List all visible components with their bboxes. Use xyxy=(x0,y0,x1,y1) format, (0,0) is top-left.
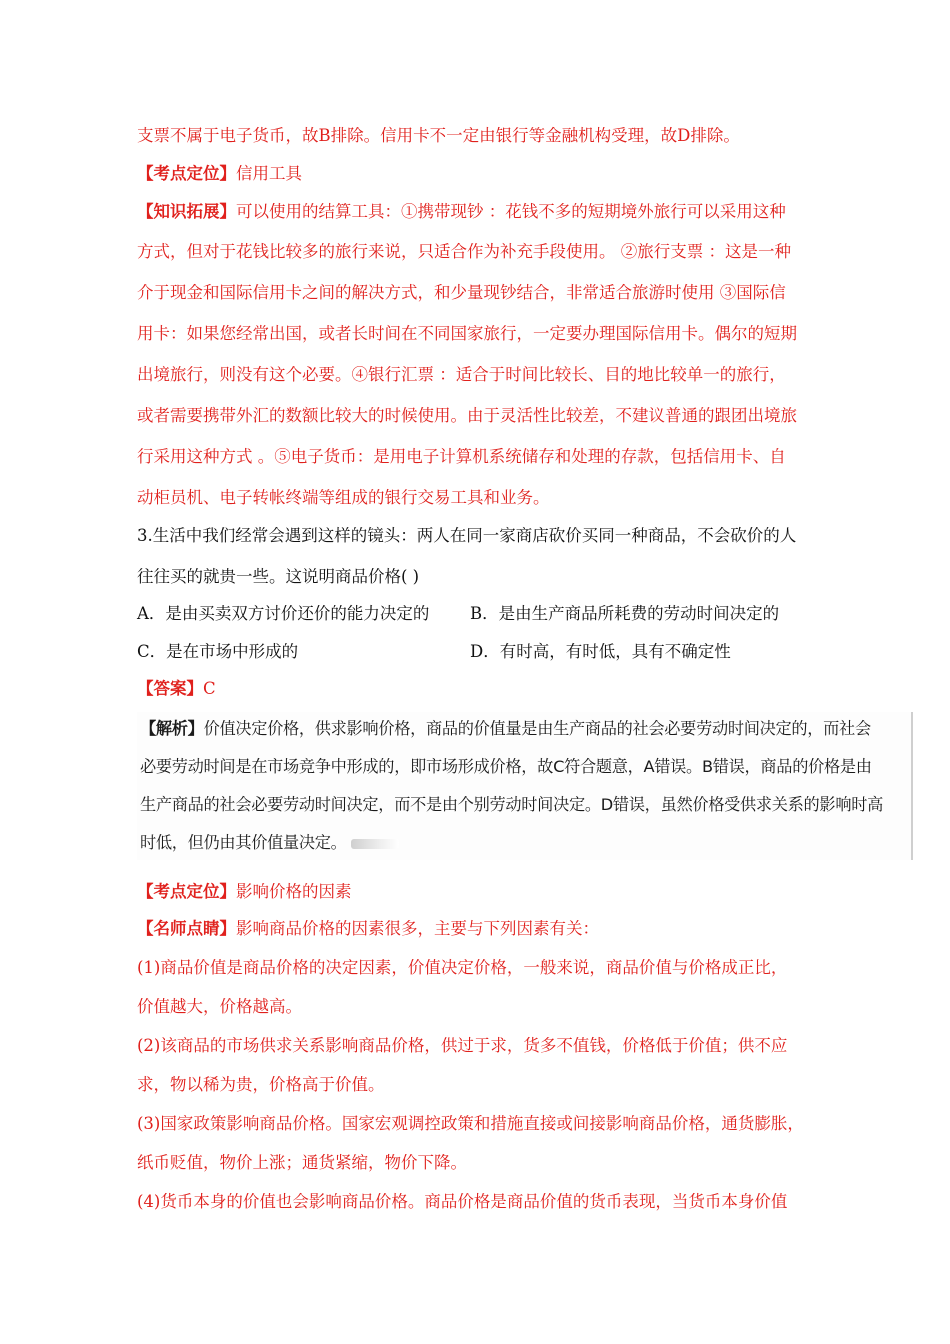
zhishi-line: 行采用这种方式 。⑤电子货币：是用电子计算机系统储存和处理的存款，包括信用卡、自 xyxy=(137,447,786,466)
zhishi-line: 方式，但对于花钱比较多的旅行来说，只适合作为补充手段使用。 ②旅行支票 ：这是一种 xyxy=(137,242,791,261)
answer-label: 【答案】 xyxy=(137,679,203,698)
point-line: 求，物以稀为贵，价格高于价值。 xyxy=(137,1075,385,1094)
point-line: 纸币贬值，物价上涨；通货紧缩，物价下降。 xyxy=(137,1153,467,1172)
jiexi-label: 【解析】 xyxy=(140,719,204,738)
jiexi-last-line xyxy=(140,832,399,854)
question-stem-line-2: 往往买的就贵一些。这说明商品价格( ) xyxy=(137,567,420,586)
kaodian-1-text: 信用工具 xyxy=(236,164,302,183)
explanation-tail-line: 支票不属于电子货币，故B排除。信用卡不一定由银行等金融机构受理，故D排除。 xyxy=(137,126,740,145)
kaodian-2 xyxy=(137,881,352,903)
point-line: (2)该商品的市场供求关系影响商品价格，供过于求，货多不值钱，价格低于价值；供不应 xyxy=(137,1036,788,1055)
answer-value: C xyxy=(203,679,216,698)
jiexi-line: 生产商品的社会必要劳动时间决定，而不是由个别劳动时间决定。D错误，虽然价格受供求关系的影响时高 xyxy=(140,795,883,814)
zhishi-line: 动柜员机、电子转帐终端等组成的银行交易工具和业务。 xyxy=(137,488,550,507)
point-line: (4)货币本身的价值也会影响商品价格。商品价格是商品价值的货币表现，当货币本身价值 xyxy=(137,1192,788,1211)
analysis-scanned-block xyxy=(137,712,913,860)
scan-smudge xyxy=(351,839,399,849)
zhishi-line: 用卡：如果您经常出国，或者长时间在不同国家旅行，一定要办理国际信用卡。偶尔的短期 xyxy=(137,324,797,343)
point-line: (1)商品价值是商品价格的决定因素，价值决定价格，一般来说，商品价值与价格成正比， xyxy=(137,958,788,977)
zhishi-label: 【知识拓展】 xyxy=(137,202,236,221)
mingshi-label: 【名师点睛】 xyxy=(137,919,236,938)
kaodian-2-text: 影响价格的因素 xyxy=(236,882,352,901)
kaodian-1 xyxy=(137,163,302,185)
zhishi-first-text: 可以使用的结算工具：①携带现钞 ：花钱不多的短期境外旅行可以采用这种 xyxy=(236,202,786,221)
jiexi-last-text: 时低，但仍由其价值量决定。 xyxy=(140,833,347,852)
jiexi-first-text: 价值决定价格，供求影响价格，商品的价值量是由生产商品的社会必要劳动时间决定的，而社会 xyxy=(203,719,871,738)
zhishi-line: 出境旅行，则没有这个必要。④银行汇票 ：适合于时间比较长、目的地比较单一的旅行， xyxy=(137,365,786,384)
question-stem-line-1: 3.生活中我们经常会遇到这样的镜头：两人在同一家商店砍价买同一种商品，不会砍价的人 xyxy=(137,526,797,545)
mingshi-text: 影响商品价格的因素很多，主要与下列因素有关： xyxy=(236,919,599,938)
answer-line xyxy=(137,678,216,700)
point-line: 价值越大，价格越高。 xyxy=(137,997,302,1016)
option-d: D．有时高，有时低，具有不确定性 xyxy=(470,642,731,661)
point-line: (3)国家政策影响商品价格。国家宏观调控政策和措施直接或间接影响商品价格，通货膨胀， xyxy=(137,1114,804,1133)
kaodian-2-label: 【考点定位】 xyxy=(137,882,236,901)
jiexi-line: 必要劳动时间是在市场竞争中形成的，即市场形成价格，故C符合题意，A错误。B错误，商品的价格是由 xyxy=(140,757,872,776)
zhishi-line: 或者需要携带外汇的数额比较大的时候使用。由于灵活性比较差，不建议普通的跟团出境旅 xyxy=(137,406,797,425)
kaodian-1-label: 【考点定位】 xyxy=(137,164,236,183)
option-a: A．是由买卖双方讨价还价的能力决定的 xyxy=(137,604,430,623)
jiexi-first-line xyxy=(140,718,871,740)
zhishi-first-line xyxy=(137,201,786,223)
zhishi-line: 介于现金和国际信用卡之间的解决方式，和少量现钞结合，非常适合旅游时使用 ③国际信 xyxy=(137,283,786,302)
option-b: B．是由生产商品所耗费的劳动时间决定的 xyxy=(470,604,780,623)
mingshi-line xyxy=(137,918,599,940)
option-c: C．是在市场中形成的 xyxy=(137,642,299,661)
